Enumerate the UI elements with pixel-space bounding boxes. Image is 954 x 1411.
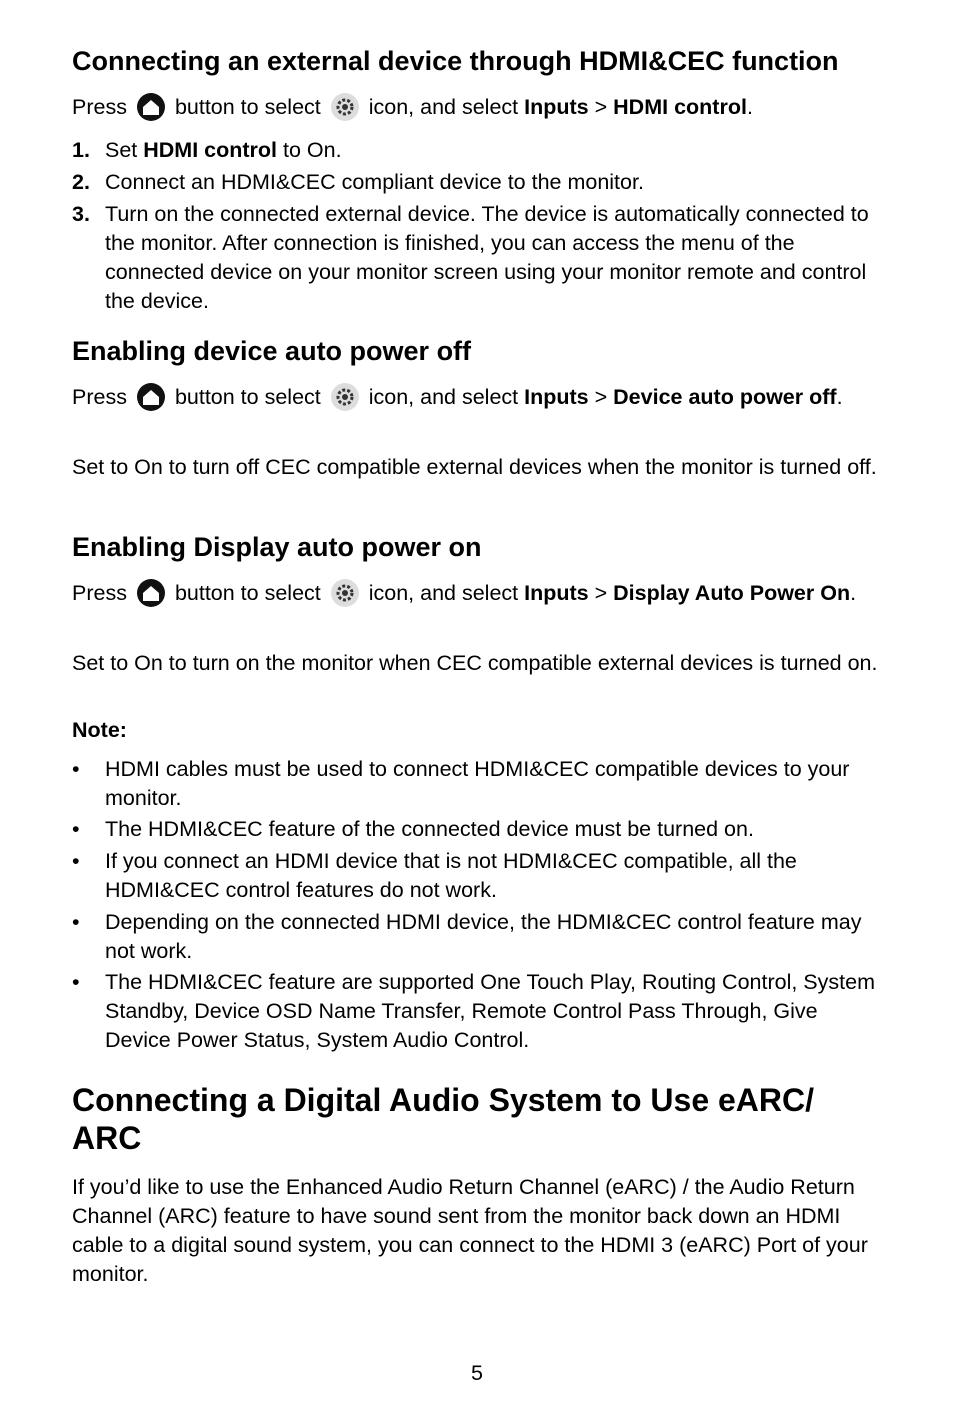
note-item [72, 815, 884, 844]
note-item [72, 968, 884, 1055]
instr-text: Press [72, 385, 127, 409]
menu-path-target: HDMI control [613, 95, 747, 119]
menu-path-inputs: Inputs [524, 581, 589, 605]
step-text-bold: HDMI control [143, 138, 278, 162]
home-button-icon [136, 92, 166, 122]
step-text [105, 136, 884, 165]
menu-path-inputs: Inputs [524, 95, 589, 119]
note-item [72, 755, 884, 813]
menu-path-separator: > [594, 385, 608, 409]
bullet: • [72, 757, 80, 781]
instr-text: Press [72, 95, 127, 119]
home-button-icon [136, 578, 166, 608]
instr-text: button to select [174, 581, 321, 605]
note-item-text: HDMI cables must be used to connect HDMI&CEC compatible devices to your monitor. [105, 757, 850, 810]
home-button-icon [136, 382, 166, 412]
description-earc: If you’d like to use the Enhanced Audio Return Channel (eARC) / the Audio Return Channel (ARC) feature to have sound sent from the monitor back down an HDMI cable to a digital sound system, you can connect to the HDMI 3 (eARC) Port of your monitor. [72, 1175, 868, 1286]
step-3 [72, 200, 884, 316]
description-display-auto-power-on: Set to On to turn on the monitor when CEC compatible external devices is turned on. [72, 651, 878, 675]
instruction-hdmi-control [72, 92, 884, 122]
bullet: • [72, 849, 80, 873]
instr-text: icon, and select [368, 581, 519, 605]
settings-gear-icon [330, 578, 360, 608]
note-item-text: If you connect an HDMI device that is not HDMI&CEC compatible, all the HDMI&CEC control features do not work. [105, 849, 797, 902]
step-1 [72, 136, 884, 165]
step-number: 3. [72, 202, 90, 226]
instr-text: Press [72, 581, 127, 605]
note-item [72, 847, 884, 905]
note-item-text: Depending on the connected HDMI device, the HDMI&CEC control feature may not work. [105, 910, 862, 963]
instr-text: button to select [174, 95, 321, 119]
step-text: Turn on the connected external device. The device is automatically connected to the monitor. After connection is finished, you can access the menu of the connected device on your monitor screen using your monitor remote and control the device. [105, 202, 869, 313]
note-item-text: The HDMI&CEC feature of the connected device must be turned on. [105, 817, 754, 841]
step-number: 2. [72, 170, 90, 194]
settings-gear-icon [330, 92, 360, 122]
instr-end: . [836, 385, 843, 409]
step-2 [72, 168, 884, 197]
bullet: • [72, 817, 80, 841]
instr-text: icon, and select [368, 95, 519, 119]
menu-path-target: Display Auto Power On [613, 581, 851, 605]
menu-path-separator: > [594, 95, 608, 119]
menu-path-separator: > [594, 581, 608, 605]
instruction-display-auto-power-on [72, 577, 884, 609]
note-item-text: The HDMI&CEC feature are supported One Touch Play, Routing Control, System Standby, Device OSD Name Transfer, Remote Control Pass Through, Give Device Power Status, System Audio Control. [105, 970, 875, 1052]
instr-text: button to select [174, 385, 321, 409]
note-label: Note: [72, 718, 127, 742]
description-device-auto-power-off: Set to On to turn off CEC compatible external devices when the monitor is turned off. [72, 455, 877, 479]
bullet: • [72, 970, 80, 994]
note-item [72, 908, 884, 966]
section-title-device-auto-power-off: Enabling device auto power off [72, 336, 472, 366]
menu-path-inputs: Inputs [524, 385, 589, 409]
settings-gear-icon [330, 382, 360, 412]
section-title-hdmi-cec: Connecting an external device through HDMI&CEC function [72, 46, 839, 76]
step-text-pre: Set [105, 138, 144, 162]
instr-text: icon, and select [368, 385, 519, 409]
step-text: Connect an HDMI&CEC compliant device to the monitor. [105, 170, 644, 194]
step-text-post: to On. [277, 138, 342, 162]
chapter-title-earc: Connecting a Digital Audio System to Use eARC/ ARC [72, 1082, 815, 1156]
instr-end: . [850, 581, 857, 605]
instruction-device-auto-power-off [72, 381, 884, 413]
section-title-display-auto-power-on: Enabling Display auto power on [72, 532, 482, 562]
menu-path-target: Device auto power off [613, 385, 837, 409]
page-number: 5 [471, 1361, 483, 1385]
step-number: 1. [72, 138, 90, 162]
bullet: • [72, 910, 80, 934]
instr-end: . [746, 95, 753, 119]
